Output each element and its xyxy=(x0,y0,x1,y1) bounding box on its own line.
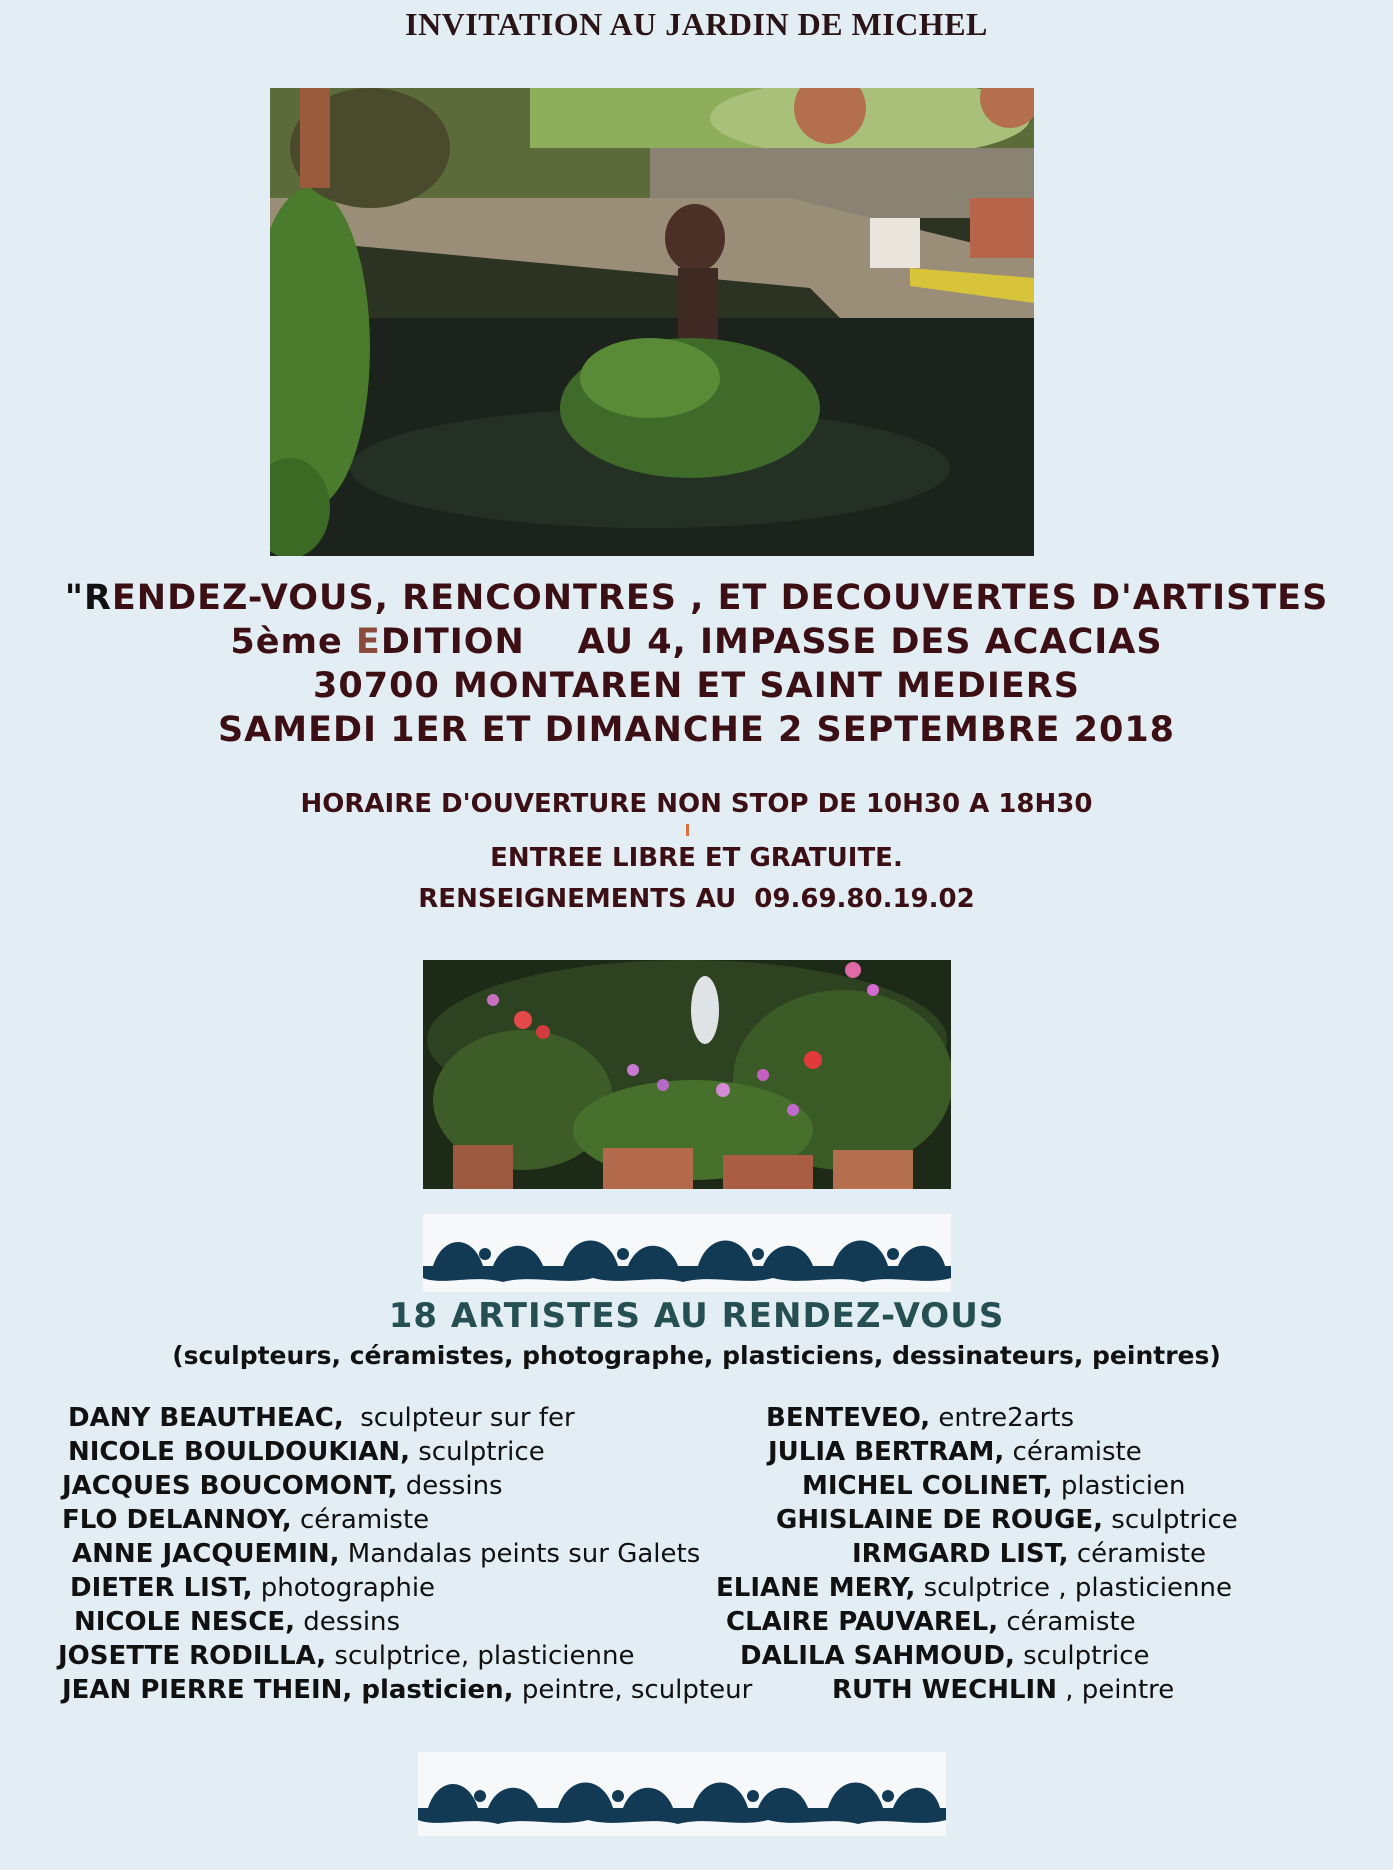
artist-role: céramiste xyxy=(1004,1437,1142,1467)
artist-name: MICHEL COLINET, xyxy=(802,1471,1053,1501)
artist-left-7 xyxy=(74,1607,400,1637)
artist-role: photographie xyxy=(252,1573,436,1603)
artist-name: JOSETTE RODILLA, xyxy=(58,1641,327,1671)
artist-name: NICOLE NESCE, xyxy=(74,1607,295,1637)
artist-role: , peintre xyxy=(1056,1675,1175,1705)
artist-name: RUTH WECHLIN xyxy=(832,1675,1057,1705)
artist-role: sculptrice xyxy=(1103,1505,1238,1535)
artist-role: dessins xyxy=(397,1471,503,1501)
event-title-r: R xyxy=(83,578,112,618)
artist-name: DANY BEAUTHEAC, xyxy=(68,1403,344,1433)
decorative-ornament-bottom xyxy=(418,1752,946,1836)
artist-left-1 xyxy=(68,1403,575,1433)
edition-number: 5ème xyxy=(230,622,356,662)
artist-right-8 xyxy=(740,1641,1150,1671)
artist-name: GHISLAINE DE ROUGE, xyxy=(776,1505,1104,1535)
artist-name: DALILA SAHMOUD, xyxy=(740,1641,1015,1671)
artists-subtitle: (sculpteurs, céramistes, photographe, plasticiens, dessinateurs, peintres) xyxy=(172,1341,1221,1370)
artist-name: NICOLE BOULDOUKIAN, xyxy=(68,1437,410,1467)
artist-left-5 xyxy=(72,1539,700,1569)
cursor-marker xyxy=(686,824,689,836)
artist-left-9 xyxy=(62,1675,752,1705)
artist-right-5 xyxy=(852,1539,1206,1569)
artist-right-7 xyxy=(726,1607,1136,1637)
contact-info: RENSEIGNEMENTS AU 09.69.80.19.02 xyxy=(418,884,975,914)
artist-role: sculpteur sur fer xyxy=(343,1403,575,1433)
artist-right-6 xyxy=(716,1573,1232,1603)
artist-name: ELIANE MERY, xyxy=(716,1573,916,1603)
edition-e: E xyxy=(355,622,381,662)
edition-line xyxy=(0,620,1393,664)
entry-info: ENTREE LIBRE ET GRATUITE. xyxy=(490,843,903,873)
artist-name: FLO DELANNOY, xyxy=(62,1505,292,1535)
artist-role: sculptrice xyxy=(1014,1641,1150,1671)
artist-name: JULIA BERTRAM, xyxy=(768,1437,1005,1467)
artist-left-6 xyxy=(70,1573,435,1603)
event-title-rest: ENDEZ-VOUS, RENCONTRES , ET DECOUVERTES D'ARTISTES xyxy=(111,578,1329,618)
artist-role: Mandalas peints sur Galets xyxy=(339,1539,701,1569)
flower-pots-photo xyxy=(423,960,951,1189)
edition-address: DITION AU 4, IMPASSE DES ACACIAS xyxy=(380,622,1163,662)
artist-name: JEAN PIERRE THEIN, plasticien, xyxy=(62,1675,514,1705)
event-city: 30700 MONTAREN ET SAINT MEDIERS xyxy=(313,666,1080,706)
event-title xyxy=(0,576,1393,620)
event-title-quote: " xyxy=(64,578,84,618)
event-dates: SAMEDI 1ER ET DIMANCHE 2 SEPTEMBRE 2018 xyxy=(217,710,1176,750)
opening-hours: HORAIRE D'OUVERTURE NON STOP DE 10H30 A 18H30 xyxy=(300,789,1093,819)
artist-name: CLAIRE PAUVAREL, xyxy=(726,1607,999,1637)
artist-role: sculptrice , plasticienne xyxy=(915,1573,1232,1603)
artist-right-1 xyxy=(766,1403,1074,1433)
artist-name: JACQUES BOUCOMONT, xyxy=(62,1471,398,1501)
artist-role: entre2arts xyxy=(930,1403,1075,1433)
artist-name: ANNE JACQUEMIN, xyxy=(72,1539,340,1569)
artist-left-8 xyxy=(58,1641,634,1671)
artist-right-9 xyxy=(832,1675,1174,1705)
garden-pond-photo xyxy=(270,88,1034,556)
artist-right-4 xyxy=(776,1505,1238,1535)
artist-right-3 xyxy=(802,1471,1186,1501)
page-title: INVITATION AU JARDIN DE MICHEL xyxy=(405,6,988,42)
artist-name: BENTEVEO, xyxy=(766,1403,931,1433)
artists-title: 18 ARTISTES AU RENDEZ-VOUS xyxy=(388,1296,1005,1336)
artist-role: sculptrice, plasticienne xyxy=(326,1641,635,1671)
artist-left-4 xyxy=(62,1505,429,1535)
artist-right-2 xyxy=(768,1437,1142,1467)
decorative-ornament-top xyxy=(423,1214,951,1292)
artist-left-3 xyxy=(62,1471,503,1501)
artist-name: DIETER LIST, xyxy=(70,1573,253,1603)
artist-left-2 xyxy=(68,1437,545,1467)
artist-name: IRMGARD LIST, xyxy=(852,1539,1069,1569)
artist-role: céramiste xyxy=(998,1607,1136,1637)
artist-role: céramiste xyxy=(1068,1539,1207,1569)
artist-role: peintre, sculpteur xyxy=(513,1675,753,1705)
artist-role: céramiste xyxy=(291,1505,430,1535)
artist-role: plasticien xyxy=(1052,1471,1186,1501)
artist-role: sculptrice xyxy=(409,1437,545,1467)
artist-role: dessins xyxy=(294,1607,401,1637)
